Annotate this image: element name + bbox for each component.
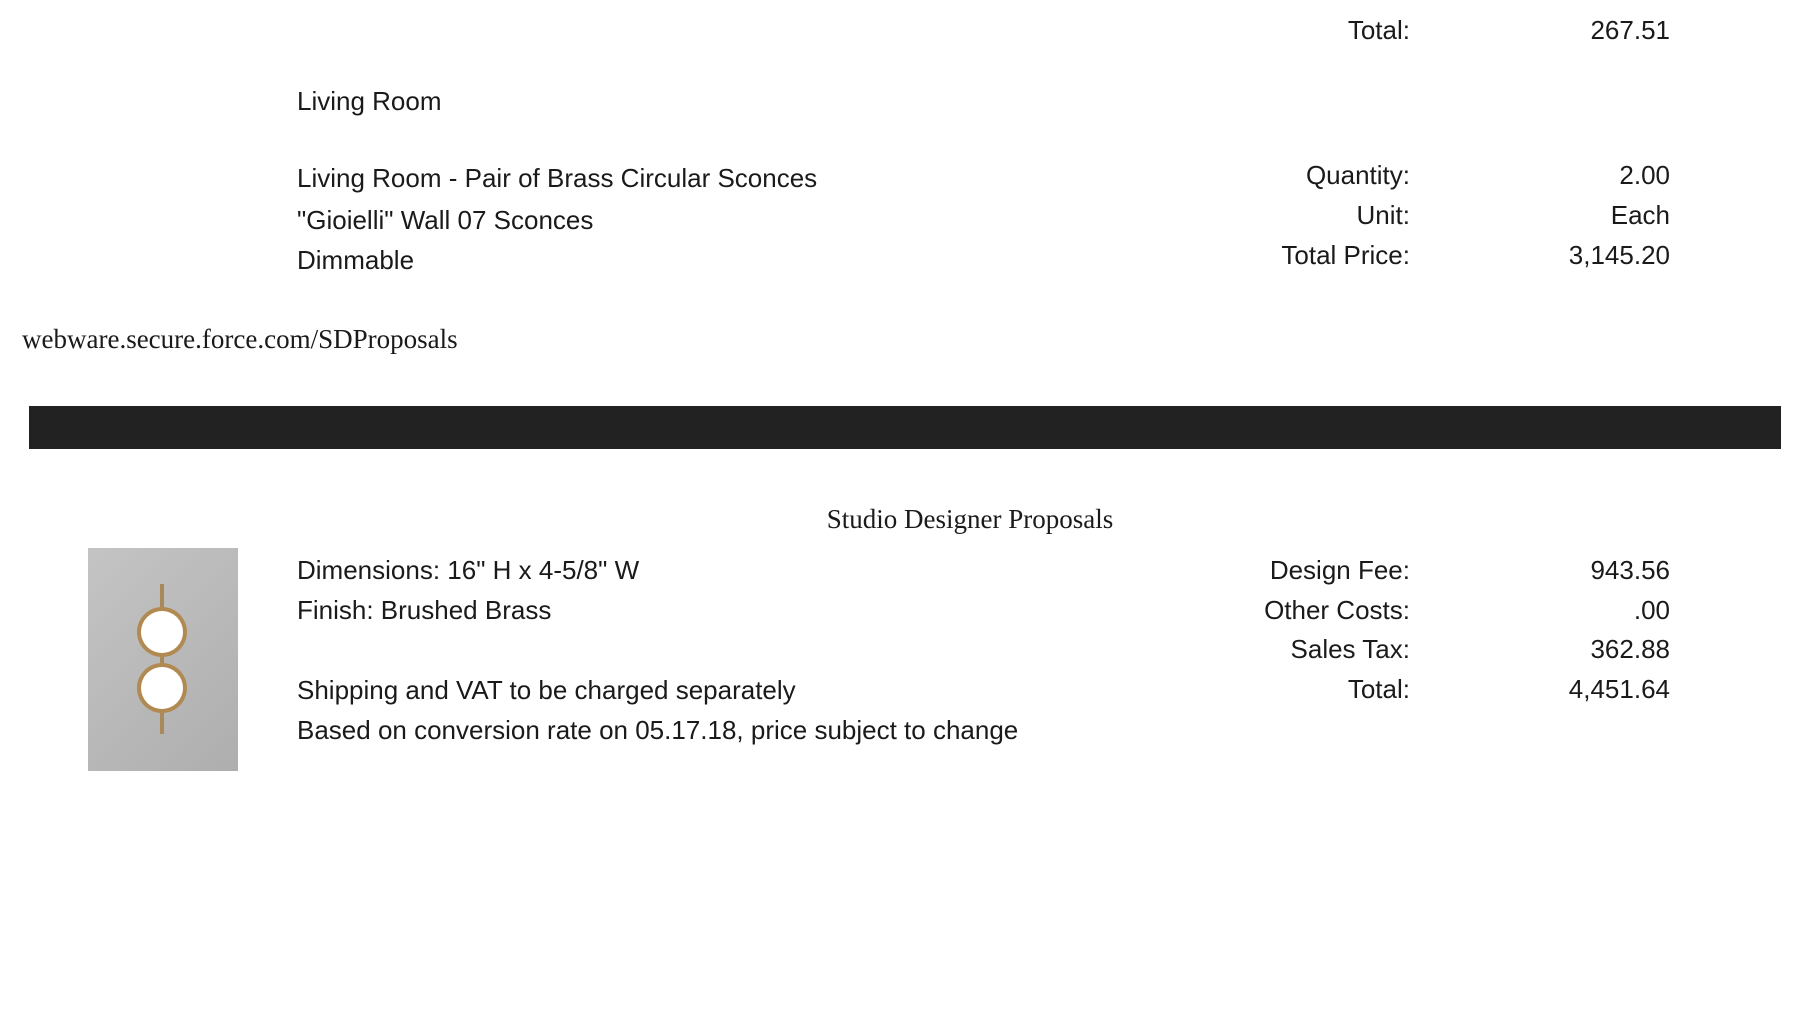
room-heading: Living Room	[297, 86, 442, 116]
other-costs-label: Other Costs:	[1264, 595, 1410, 625]
total-price-label: Total Price:	[1281, 240, 1410, 270]
quantity-label: Quantity:	[1305, 160, 1410, 190]
grand-total-value: 4,451.64	[1568, 674, 1670, 704]
product-image	[88, 548, 238, 771]
item-one-title: Living Room - Pair of Brass Circular Sconces	[297, 163, 818, 193]
unit-value: Each	[1610, 200, 1670, 230]
page-break-bar	[29, 406, 1781, 449]
item-two-conversion-note: Based on conversion rate on 05.17.18, price subject to change	[297, 715, 1019, 745]
page-header-title: Studio Designer Proposals	[826, 504, 1114, 534]
total-price-value: 3,145.20	[1568, 240, 1670, 270]
other-costs-value: .00	[1633, 595, 1670, 625]
brass-sconce-icon	[88, 548, 238, 771]
sales-tax-value: 362.88	[1590, 634, 1670, 664]
cutoff-total-label: Total:	[1347, 15, 1410, 42]
quantity-value: 2.00	[1619, 160, 1670, 190]
cutoff-total-value: 267.51	[1590, 15, 1670, 42]
unit-label: Unit:	[1356, 200, 1410, 230]
item-two-dimensions: Dimensions: 16" H x 4-5/8" W	[297, 555, 640, 585]
page-footer-url: webware.secure.force.com/SDProposals	[22, 324, 458, 354]
item-one-model: "Gioielli" Wall 07 Sconces	[297, 205, 594, 235]
grand-total-label: Total:	[1347, 674, 1410, 704]
design-fee-value: 943.56	[1590, 555, 1670, 585]
item-two-shipping-note: Shipping and VAT to be charged separately	[297, 675, 796, 705]
design-fee-label: Design Fee:	[1269, 555, 1410, 585]
previous-page-cutoff	[0, 0, 1800, 42]
sales-tax-label: Sales Tax:	[1290, 634, 1410, 664]
item-one-feature: Dimmable	[297, 245, 415, 275]
item-two-finish: Finish: Brushed Brass	[297, 595, 552, 625]
